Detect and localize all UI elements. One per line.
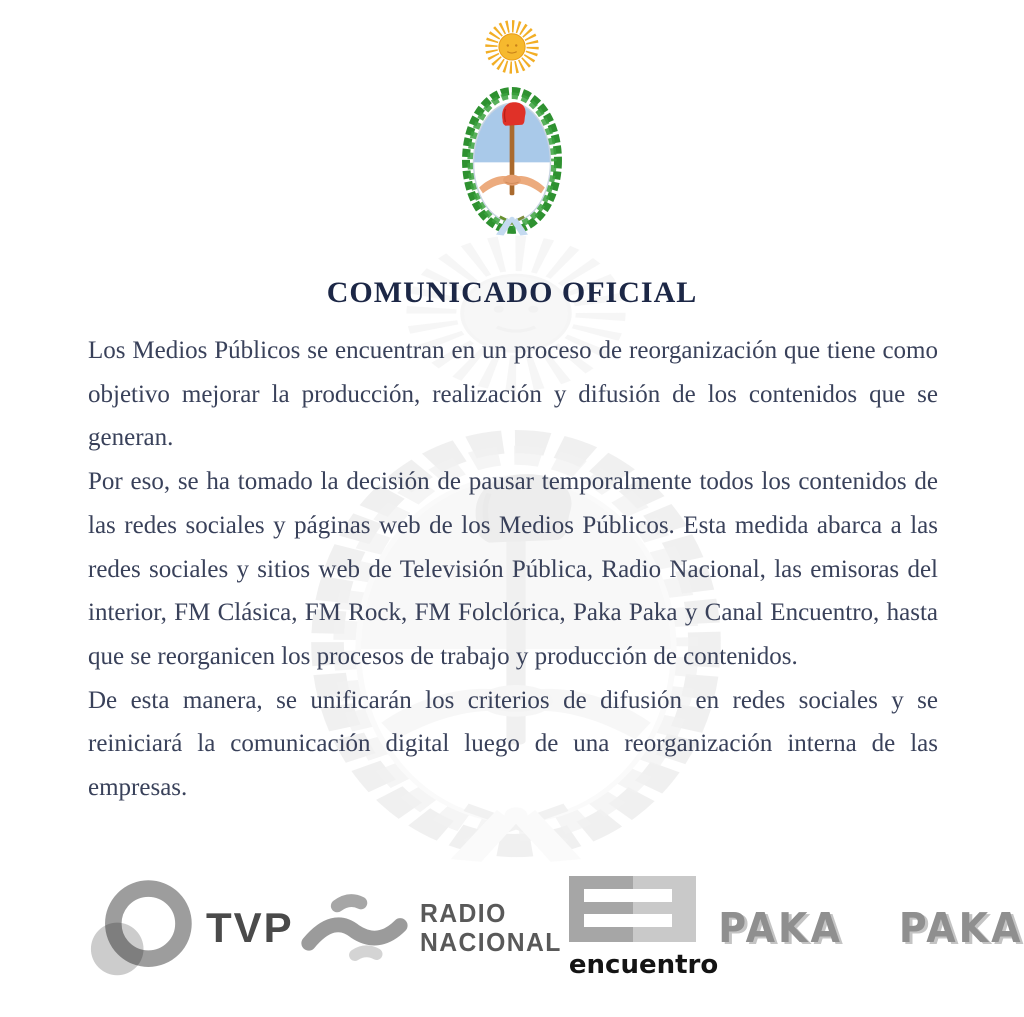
paragraph-2: Por eso, se ha tomado la decisión de pausar temporalmente todos los contenidos de las redes sociales y páginas web de los Medios Públicos. Esta medida abarca a las redes sociales y sitios web de Televisión Pública, Radio Nacional, las emisoras del interior, FM Clásica, FM Rock, FM Folclórica, Paka Paka y Canal Encuentro, hasta que se reorganicen los procesos de trabajo y producción de contenidos. <box>88 468 938 670</box>
statement-body <box>88 329 938 810</box>
radio-nacional-line2: NACIONAL <box>419 927 562 957</box>
radio-nacional-line1: RADIO <box>419 898 507 928</box>
broadcaster-logos-row <box>88 868 1024 988</box>
tvp-ring-icon <box>88 876 200 980</box>
radio-nacional-wave-icon <box>294 886 412 970</box>
paragraph-3: De esta manera, se unificarán los criterios de difusión en redes sociales y se reiniciará la comunicación digital luego de una reorganización interna de las empresas. <box>88 686 938 802</box>
radio-nacional-label <box>420 899 562 957</box>
encuentro-label: encuentro <box>568 950 719 980</box>
pakapaka-line1: PAKA <box>718 904 843 952</box>
pakapaka-line2: PAKA <box>898 904 1024 952</box>
logo-tvp <box>88 876 294 980</box>
logo-pakapaka <box>718 904 1023 952</box>
argentina-coat-of-arms <box>451 14 573 245</box>
logo-encuentro <box>569 876 718 980</box>
logo-radio-nacional <box>294 886 569 970</box>
page-title: COMUNICADO OFICIAL <box>326 276 698 309</box>
tvp-label: TVP <box>206 904 294 951</box>
encuentro-e3-icon <box>569 876 696 942</box>
paragraph-1: Los Medios Públicos se encuentran en un proceso de reorganización que tiene como objetivo mejorar la producción, realización y difusión de los contenidos que se generan. <box>88 337 938 452</box>
